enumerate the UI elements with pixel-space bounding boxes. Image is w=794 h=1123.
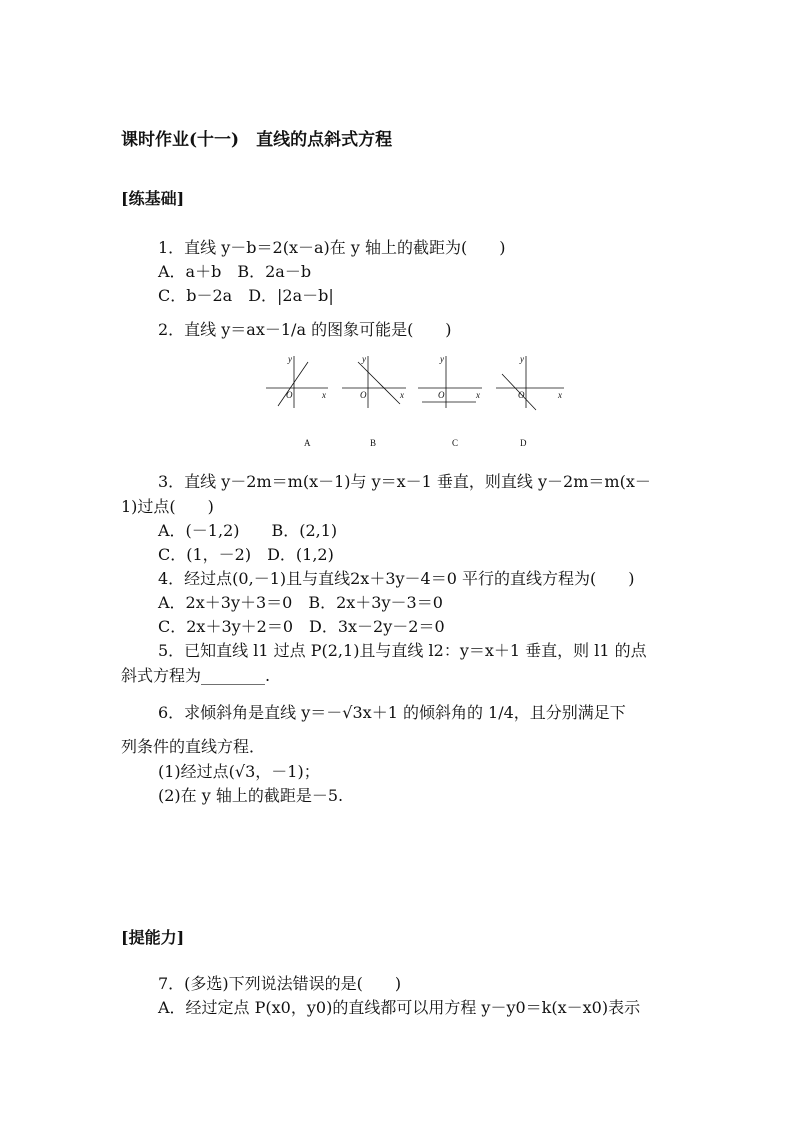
graph-b-origin: O: [360, 390, 367, 400]
q1-options-row2: C．b－2a D．|2a－b|: [158, 286, 334, 305]
q3-stem-line1: 3．直线 y－2m＝m(x－1)与 y＝x－1 垂直，则直线 y－2m＝m(x－: [158, 472, 651, 491]
graph-a-y-label: y: [288, 354, 292, 364]
q6-line1: 6．求倾斜角是直线 y＝－√3x＋1 的倾斜角的 1/4，且分别满足下: [158, 703, 626, 722]
q2-graphs-svg: [262, 348, 572, 418]
q5-line1: 5．已知直线 l1 过点 P(2,1)且与直线 l2：y＝x＋1 垂直，则 l1 的点: [158, 641, 647, 660]
graph-c-origin: O: [438, 390, 445, 400]
q1-stem: 1．直线 y－b＝2(x－a)在 y 轴上的截距为( ): [158, 238, 506, 257]
q2-graph-options: [262, 348, 572, 453]
graph-d: [496, 356, 564, 410]
page-title: 课时作业(十一) 直线的点斜式方程: [121, 130, 393, 150]
graph-d-origin: O: [518, 390, 525, 400]
graph-c: [418, 356, 482, 408]
graph-a: [266, 356, 328, 408]
graph-c-y-label: y: [440, 354, 444, 364]
q4-stem: 4．经过点(0,－1)且与直线2x＋3y－4＝0 平行的直线方程为( ): [158, 569, 635, 588]
graph-b: [342, 356, 406, 408]
graph-label-a: A: [304, 438, 311, 448]
graph-label-b: B: [370, 438, 377, 448]
q3-stem-line2: 1)过点( ): [121, 497, 214, 516]
graph-c-x-label: x: [476, 390, 480, 400]
q6-sub2: (2)在 y 轴上的截距是－5.: [158, 786, 344, 805]
q4-options-row2: C．2x＋3y＋2＝0 D．3x－2y－2＝0: [158, 617, 445, 636]
q5-line2: 斜式方程为________.: [121, 666, 271, 685]
q6-sub1: (1)经过点(√3，－1)；: [158, 762, 320, 781]
graph-label-c: C: [452, 438, 459, 448]
graph-a-origin: O: [286, 390, 293, 400]
graph-d-y-label: y: [520, 354, 524, 364]
graph-a-x-label: x: [322, 390, 326, 400]
q7-option-a: A．经过定点 P(x0，y0)的直线都可以用方程 y－y0＝k(x－x0)表示: [158, 998, 641, 1017]
q3-options-row2: C．(1，－2) D．(1,2): [158, 545, 334, 564]
section-advanced: [提能力]: [121, 928, 185, 947]
q7-stem: 7．(多选)下列说法错误的是( ): [158, 974, 402, 993]
graph-d-x-label: x: [558, 390, 562, 400]
q3-options-row1: A．(－1,2) B．(2,1): [158, 521, 338, 540]
q2-stem: 2．直线 y＝ax－1/a 的图象可能是( ): [158, 320, 452, 339]
graph-b-y-label: y: [362, 354, 366, 364]
graph-b-x-label: x: [400, 390, 404, 400]
section-basic: [练基础]: [121, 189, 185, 208]
graph-label-d: D: [520, 438, 527, 448]
q1-options-row1: A．a＋b B．2a－b: [158, 262, 312, 281]
q4-options-row1: A．2x＋3y＋3＝0 B．2x＋3y－3＝0: [158, 593, 443, 612]
q6-line2: 列条件的直线方程．: [121, 737, 266, 756]
